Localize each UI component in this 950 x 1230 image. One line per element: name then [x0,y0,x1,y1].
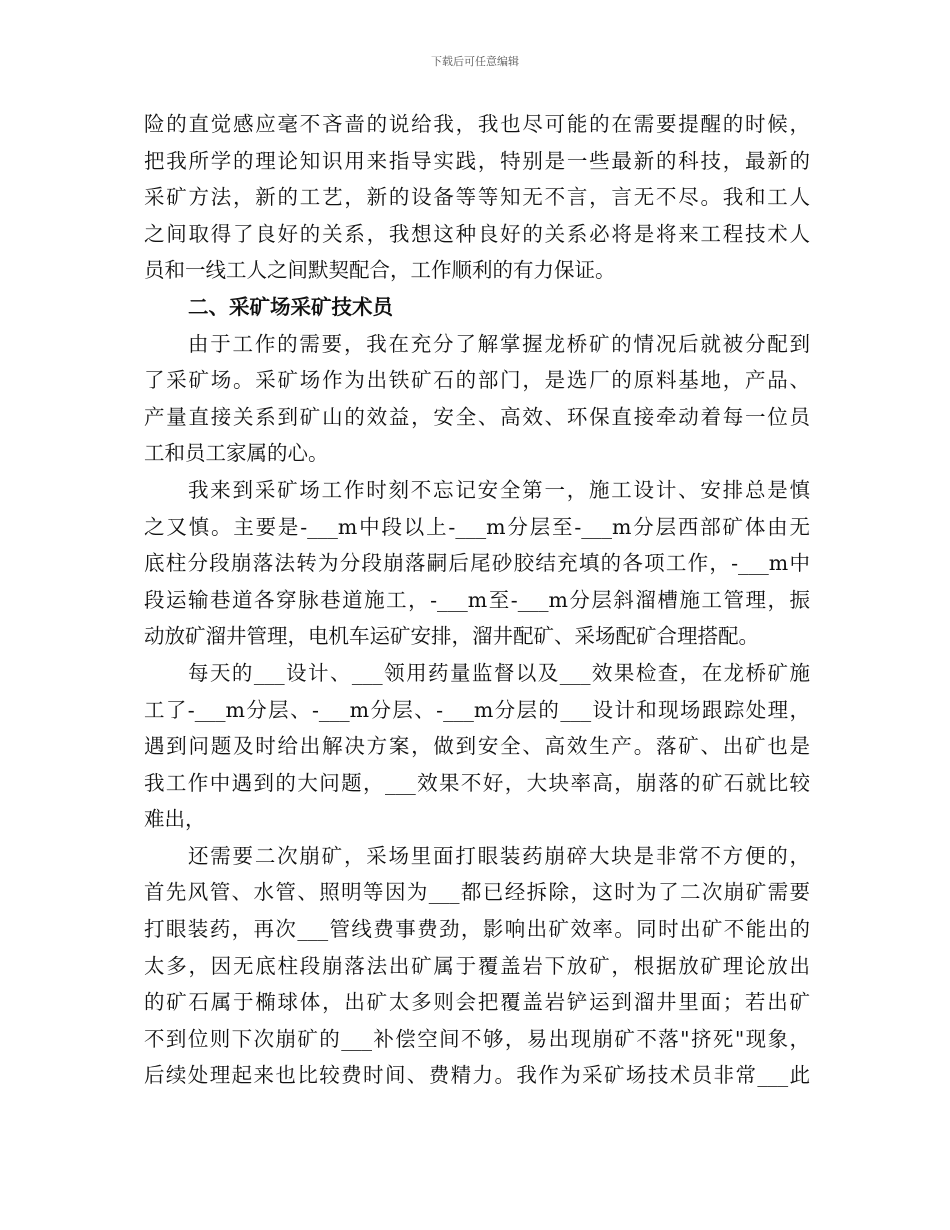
text-line: 底柱分段崩落法转为分段崩落嗣后尾砂胶结充填的各项工作，-___m中 [144,551,810,576]
text-line: 产量直接关系到矿山的效益，安全、高效、环保直接牵动着每一位员 [144,404,810,429]
text-line: 工了-___m分层、-___m分层、-___m分层的___设计和现场跟踪处理， [144,697,810,722]
text-line: 动放矿溜井管理，电机车运矿安排，溜井配矿、采场配矿合理搭配。 [144,624,759,649]
text-line: 险的直觉感应毫不吝啬的说给我，我也尽可能的在需要提醒的时候， [144,112,810,136]
text-line: 把我所学的理论知识用来指导实践，特别是一些最新的科技，最新的 [144,148,810,173]
text-line: 之间取得了良好的关系，我想这种良好的关系必将是将来工程技术人 [144,221,810,246]
document-body [144,106,810,1094]
text-line: 工和员工家属的心。 [144,441,329,466]
text-line: 还需要二次崩矿，采场里面打眼装药崩碎大块是非常不方便的， [188,843,810,868]
text-line: 遇到问题及时给出解决方案，做到安全、高效生产。落矿、出矿也是 [144,734,810,759]
section-heading: 二、采矿场采矿技术员 [188,294,393,319]
text-line: 首先风管、水管、照明等因为___都已经拆除，这时为了二次崩矿需要 [144,880,810,905]
text-line: 采矿方法，新的工艺，新的设备等等知无不言，言无不尽。我和工人 [144,185,810,210]
text-line: 我工作中遇到的大问题，___效果不好，大块率高，崩落的矿石就比较 [144,770,810,795]
text-line: 之又慎。主要是-___m中段以上-___m分层至-___m分层西部矿体由无 [144,514,810,539]
text-line: 的矿石属于椭球体，出矿太多则会把覆盖岩铲运到溜井里面；若出矿 [144,990,810,1015]
text-line: 后续处理起来也比较费时间、费精力。我作为采矿场技术员非常___此 [144,1063,810,1088]
text-line: 打眼装药，再次___管线费事费劲，影响出矿效率。同时出矿不能出的 [144,917,810,942]
text-line: 不到位则下次崩矿的___补偿空间不够，易出现崩矿不落"挤死"现象， [144,1026,810,1051]
text-line: 段运输巷道各穿脉巷道施工，-___m至-___m分层斜溜槽施工管理，振 [144,587,810,612]
text-line: 员和一线工人之间默契配合，工作顺利的有力保证。 [144,258,616,283]
text-line: 由于工作的需要，我在充分了解掌握龙桥矿的情况后就被分配到 [188,331,810,356]
text-line: 我来到采矿场工作时刻不忘记安全第一，施工设计、安排总是慎 [188,477,810,502]
text-line: 每天的___设计、___领用药量监督以及___效果检查，在龙桥矿施 [188,660,810,685]
page-header: 下载后可任意编辑 [431,55,519,68]
text-line: 难出， [144,807,206,832]
text-line: 太多，因无底柱段崩落法出矿属于覆盖岩下放矿，根据放矿理论放出 [144,953,810,978]
text-line: 了采矿场。采矿场作为出铁矿石的部门，是选厂的原料基地，产品、 [144,368,810,393]
